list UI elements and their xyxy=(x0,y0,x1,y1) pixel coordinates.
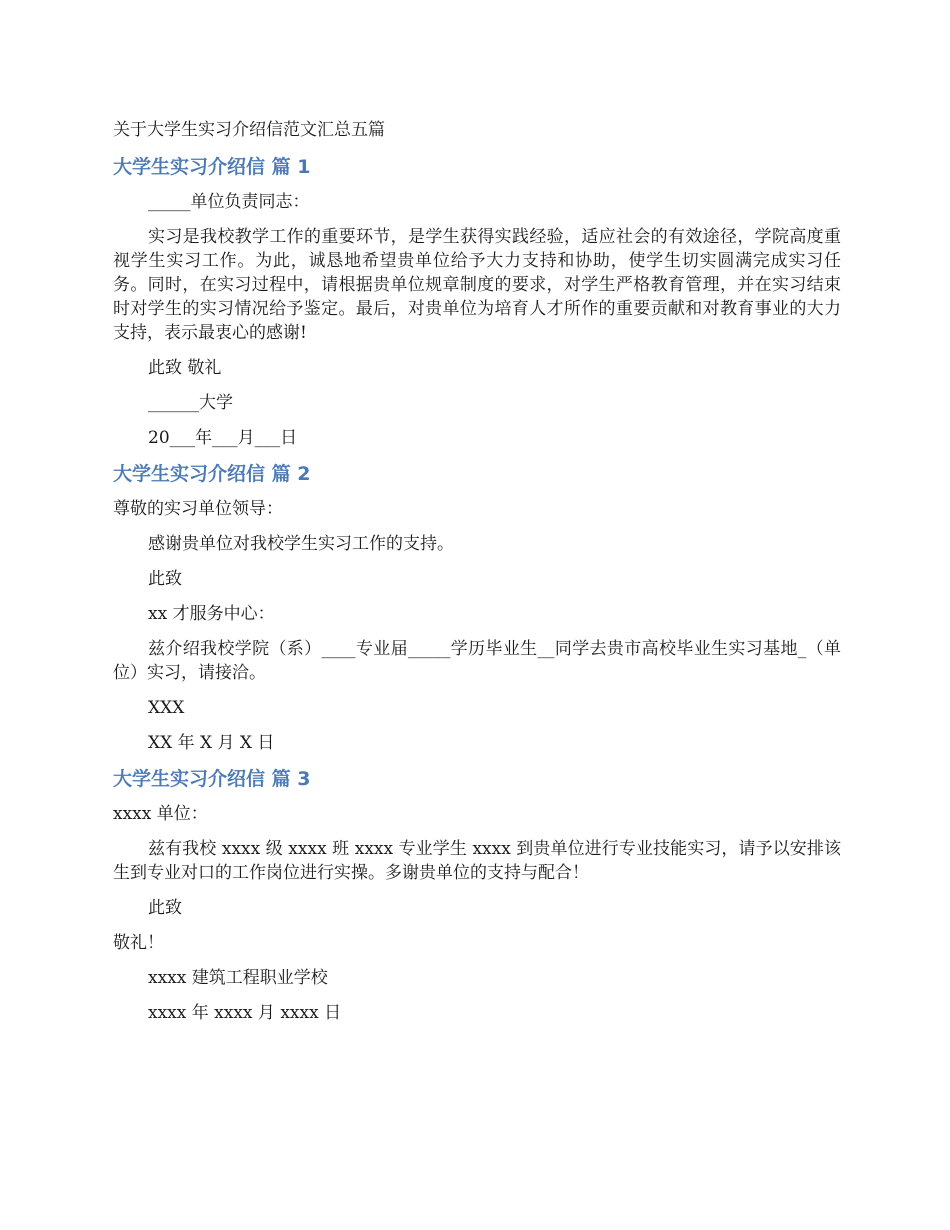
body-paragraph: 兹介绍我校学院（系）____专业届_____学历毕业生__同学去贵市高校毕业生实习基地_（单位）实习，请接洽。 xyxy=(113,639,841,683)
closing: 此致 敬礼 xyxy=(148,358,222,378)
signature: xxxx 建筑工程职业学校 xyxy=(148,968,328,988)
body-paragraph: 兹有我校 xxxx 级 xxxx 班 xxxx 专业学生 xxxx 到贵单位进行专业技能实习，请予以安排该生到专业对口的工作岗位进行实操。多谢贵单位的支持与配合！ xyxy=(113,839,841,883)
document-title: 关于大学生实习介绍信范文汇总五篇 xyxy=(113,120,385,140)
closing-regards: 敬礼！ xyxy=(113,933,164,953)
salutation: xxxx 单位： xyxy=(113,804,208,824)
closing: 此致 xyxy=(148,898,182,918)
section-3 xyxy=(113,766,841,1025)
document-page xyxy=(113,118,841,1036)
recipient-line: xx 才服务中心： xyxy=(148,604,275,624)
section-2-heading: 大学生实习介绍信 篇 2 xyxy=(113,463,311,485)
date-line: 20___年___月___日 xyxy=(148,428,298,448)
section-3-heading: 大学生实习介绍信 篇 3 xyxy=(113,768,311,790)
body-paragraph: 实习是我校教学工作的重要环节，是学生获得实践经验，适应社会的有效途径，学院高度重视学生实习工作。为此，诚恳地希望贵单位给予大力支持和协助，使学生切实圆满完成实习任务。同时，在实习过程中，请根据贵单位规章制度的要求，对学生严格教育管理，并在实习结束时对学生的实习情况给予鉴定。最后，对贵单位为培育人才所作的重要贡献和对教育事业的大力支持，表示最衷心的感谢! xyxy=(113,227,841,343)
section-2 xyxy=(113,461,841,755)
salutation: _____单位负责同志： xyxy=(148,192,310,212)
section-1 xyxy=(113,154,841,450)
closing: 此致 xyxy=(148,569,182,589)
signature: ______大学 xyxy=(148,393,233,413)
date-line: xxxx 年 xxxx 月 xxxx 日 xyxy=(148,1003,342,1023)
salutation: 尊敬的实习单位领导： xyxy=(113,499,283,519)
body-paragraph: 感谢贵单位对我校学生实习工作的支持。 xyxy=(148,534,454,554)
section-1-heading: 大学生实习介绍信 篇 1 xyxy=(113,156,311,178)
date-line: XX 年 X 月 X 日 xyxy=(148,733,275,753)
signature: XXX xyxy=(148,698,185,718)
